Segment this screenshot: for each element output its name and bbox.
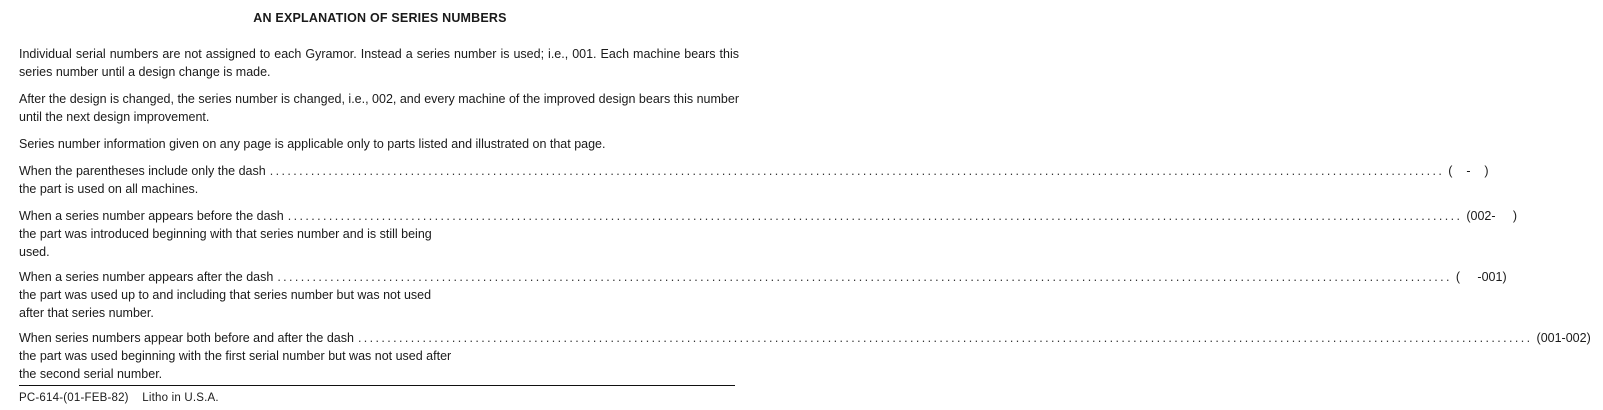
rule-code: ( - )	[1448, 164, 1489, 178]
footer-text: PC-614-(01-FEB-82) Litho in U.S.A.	[19, 392, 219, 404]
rule-body: the part was used up to and including that series number but was not used after that series number.	[19, 288, 432, 320]
rule-body: the part was used beginning with the first serial number but was not used after the second serial number.	[19, 349, 452, 381]
paragraph-design-change: After the design is changed, the series number is changed, i.e., 002, and every machine of the improved design bears this number until the next design improvement.	[19, 92, 739, 124]
dot-leader: ........................................................................................................................................................................................................	[357, 331, 1533, 345]
rule-code: ( -001)	[1455, 270, 1507, 284]
rule-before-and-after-dash	[19, 329, 1591, 383]
rule-body: the part was introduced beginning with that series number and is still being used.	[19, 227, 432, 259]
rule-lead: When series numbers appear both before and after the dash	[19, 331, 354, 345]
paragraph-applicability: Series number information given on any page is applicable only to parts listed and illustrated on that page.	[19, 137, 606, 151]
rule-lead: When a series number appears before the dash	[19, 209, 284, 223]
rule-lead: When a series number appears after the dash	[19, 270, 274, 284]
rule-before-dash	[19, 207, 1518, 261]
rule-body: the part is used on all machines.	[19, 182, 199, 196]
dot-leader: ........................................................................................................................................................................................................	[277, 270, 1452, 284]
dot-leader: ........................................................................................................................................................................................................	[287, 209, 1463, 223]
footer-divider	[19, 385, 735, 386]
page-title: AN EXPLANATION OF SERIES NUMBERS	[253, 11, 507, 25]
rule-code: (002- )	[1466, 209, 1518, 223]
paragraph-serial-numbers: Individual serial numbers are not assigned to each Gyramor. Instead a series number is used; i.e., 001. Each machine bears this series number until a design change is made.	[19, 47, 739, 79]
dot-leader: ........................................................................................................................................................................................................	[269, 164, 1445, 178]
rule-lead: When the parentheses include only the dash	[19, 164, 266, 178]
rule-code: (001-002)	[1536, 331, 1591, 345]
rule-after-dash	[19, 268, 1507, 322]
rule-dash-only	[19, 162, 1489, 198]
